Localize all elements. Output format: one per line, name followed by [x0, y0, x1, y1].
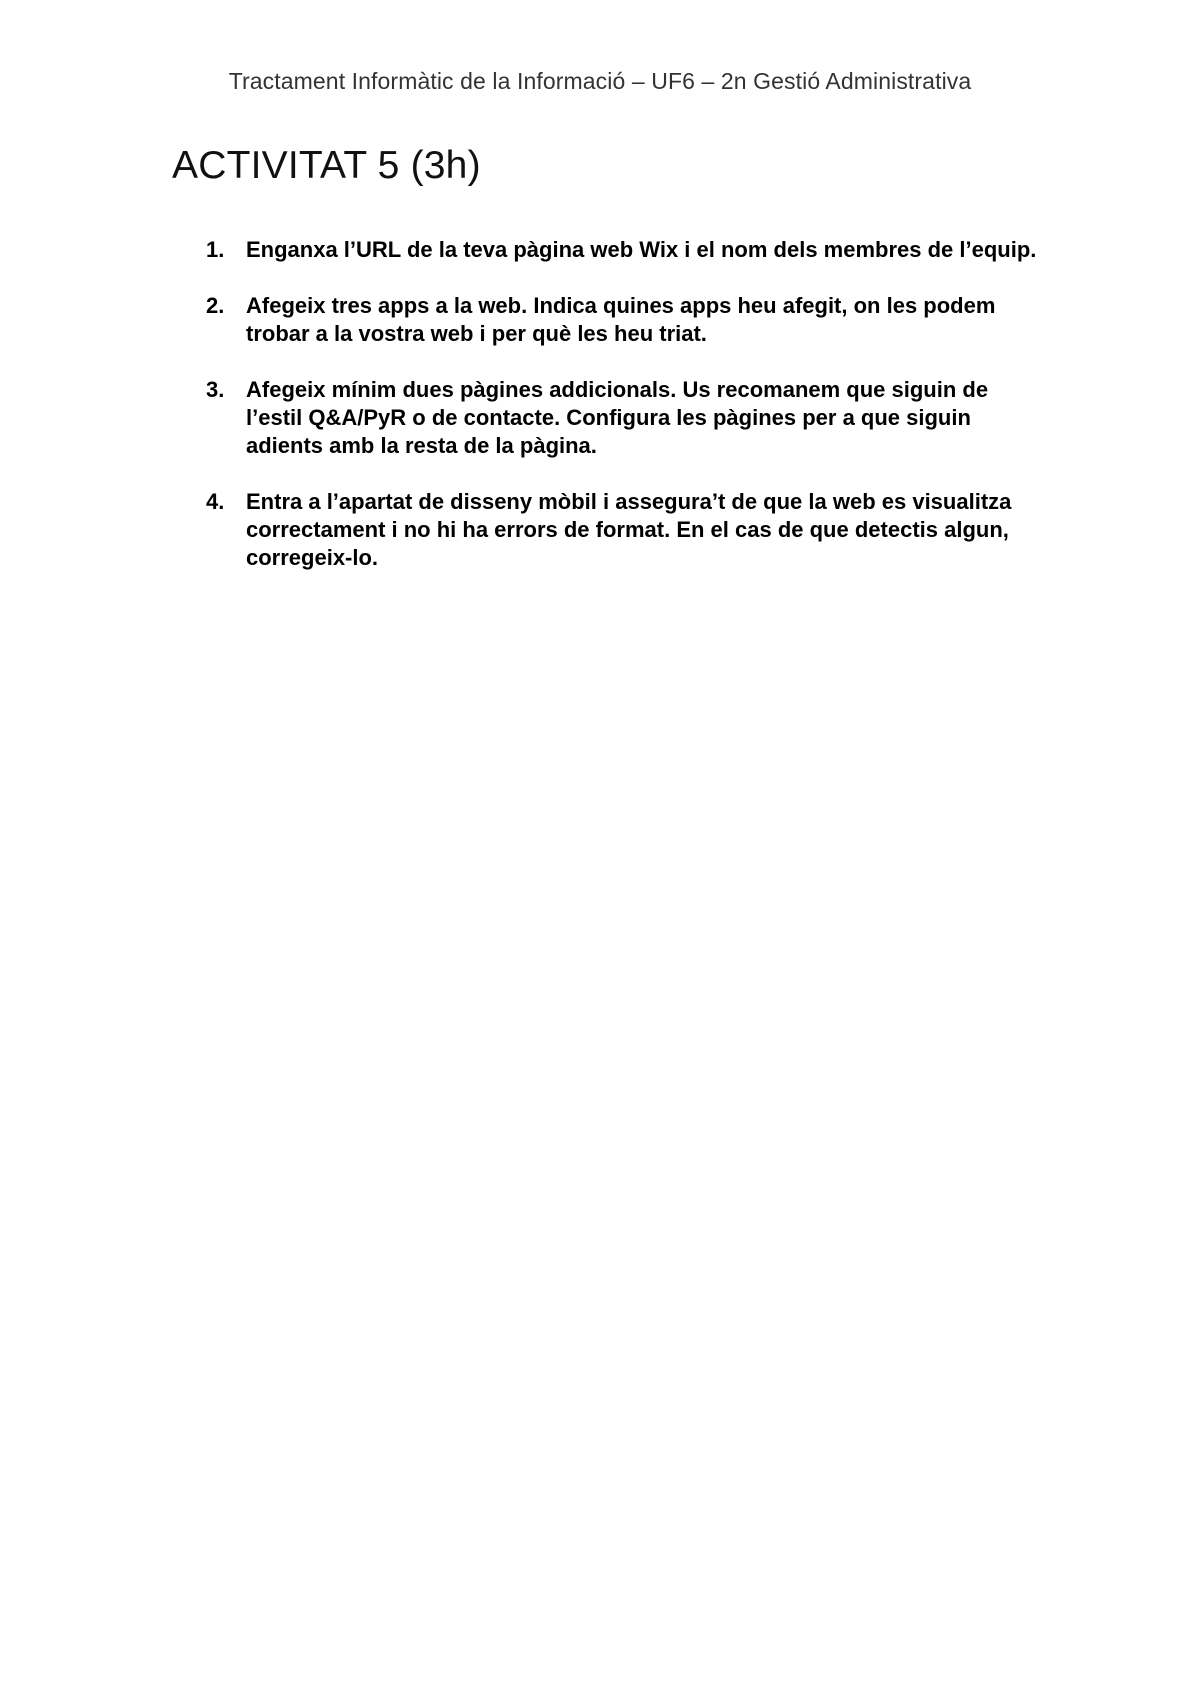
task-item-2	[206, 292, 1046, 348]
task-item-4	[206, 488, 1046, 572]
task-number: 4.	[206, 489, 225, 514]
task-list	[206, 236, 1046, 600]
page-header: Tractament Informàtic de la Informació – UF6 – 2n Gestió Administrativa	[228, 68, 972, 94]
task-text: Entra a l’apartat de disseny mòbil i assegura’t de que la web es visualitza correctament i no hi ha errors de format. En el cas de que detectis algun, corregeix-lo.	[246, 489, 1012, 570]
task-number: 1.	[206, 237, 225, 262]
task-text: Enganxa l’URL de la teva pàgina web Wix i el nom dels membres de l’equip.	[246, 237, 1037, 262]
task-number: 2.	[206, 293, 225, 318]
activity-title: ACTIVITAT 5 (3h)	[172, 144, 481, 187]
task-item-1	[206, 236, 1046, 264]
task-number: 3.	[206, 377, 225, 402]
task-text: Afegeix tres apps a la web. Indica quines apps heu afegit, on les podem trobar a la vostra web i per què les heu triat.	[246, 293, 996, 346]
task-text: Afegeix mínim dues pàgines addicionals. Us recomanem que siguin de l’estil Q&A/PyR o de contacte. Configura les pàgines per a que siguin adients amb la resta de la pàgina.	[246, 377, 989, 458]
task-item-3	[206, 376, 1046, 460]
